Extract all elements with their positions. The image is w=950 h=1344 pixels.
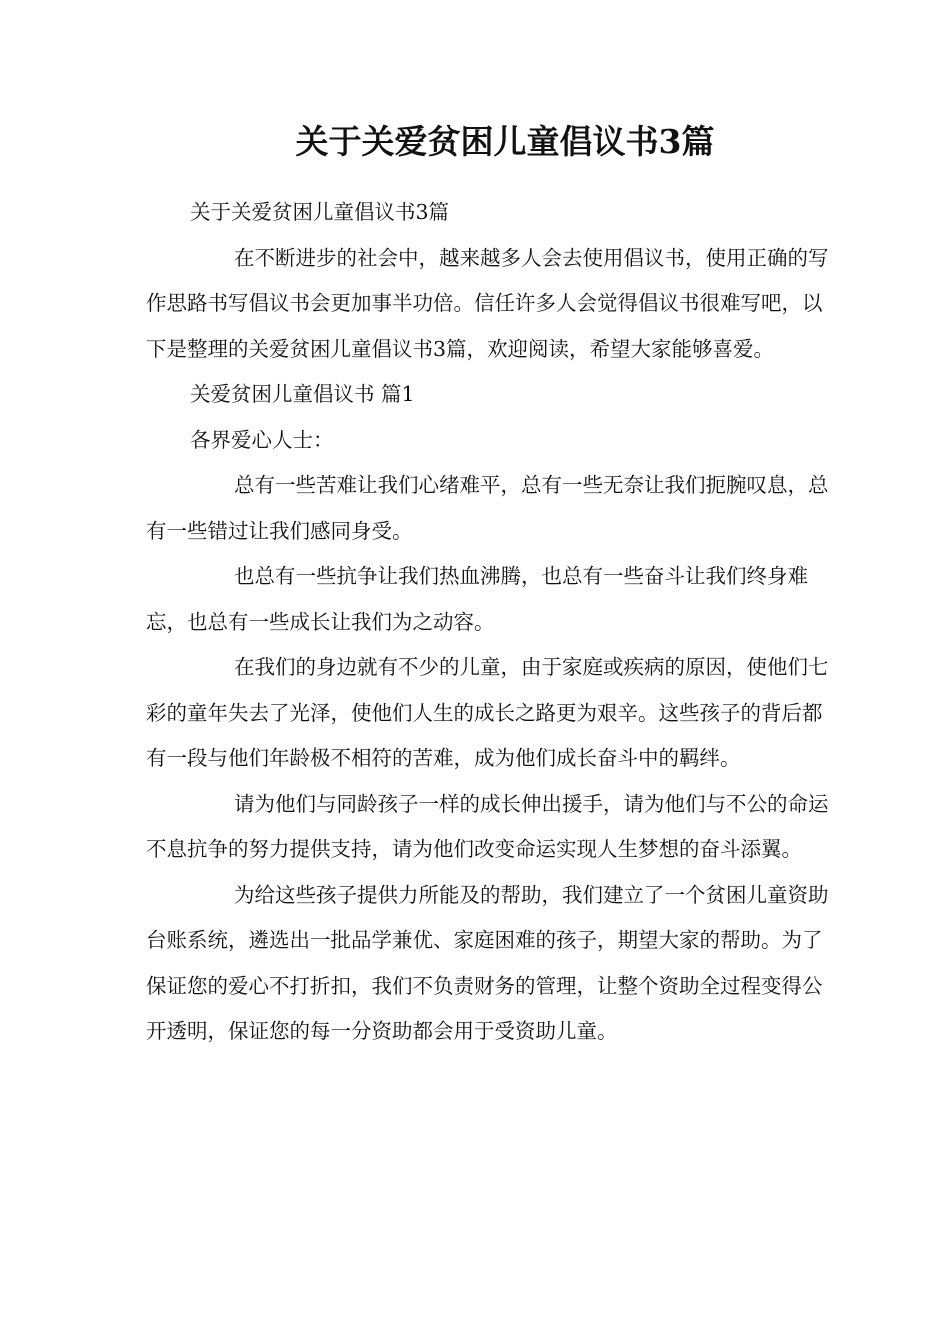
document-title: 关于关爱贫困儿童倡议书3篇 [295,122,715,161]
body-paragraph: 也总有一些抗争让我们热血沸腾，也总有一些奋斗让我们终身难忘，也总有一些成长让我们为之动容。 [146,564,808,634]
body-paragraph: 在我们的身边就有不少的儿童，由于家庭或疾病的原因，使他们七彩的童年失去了光泽，使他们人生的成长之路更为艰辛。这些孩子的背后都有一段与他们年龄极不相符的苦难，成为他们成长奋斗中的羁绊。 [146,655,829,770]
salutation: 各界爱心人士： [190,427,334,452]
document-body [146,190,836,1055]
subtitle-paragraph: 关于关爱贫困儿童倡议书3篇 [190,200,450,224]
body-paragraph: 请为他们与同龄孩子一样的成长伸出援手，请为他们与不公的命运不息抗争的努力提供支持，请为他们改变命运实现人生梦想的奋斗添翼。 [146,791,829,861]
intro-paragraph: 在不断进步的社会中，越来越多人会去使用倡议书，使用正确的写作思路书写倡议书会更加事半功倍。信任许多人会觉得倡议书很难写吧，以下是整理的关爱贫困儿童倡议书3篇，欢迎阅读，希望大家能够喜爱。 [146,245,829,361]
body-paragraph: 总有一些苦难让我们心绪难平，总有一些无奈让我们扼腕叹息，总有一些错过让我们感同身受。 [146,473,829,543]
section-heading: 关爱贫困儿童倡议书 篇1 [190,382,415,406]
body-paragraph: 为给这些孩子提供力所能及的帮助，我们建立了一个贫困儿童资助台账系统，遴选出一批品学兼优、家庭困难的孩子，期望大家的帮助。为了保证您的爱心不打折扣，我们不负责财务的管理，让整个资助全过程变得公开透明，保证您的每一分资助都会用于受资助儿童。 [146,882,829,1043]
